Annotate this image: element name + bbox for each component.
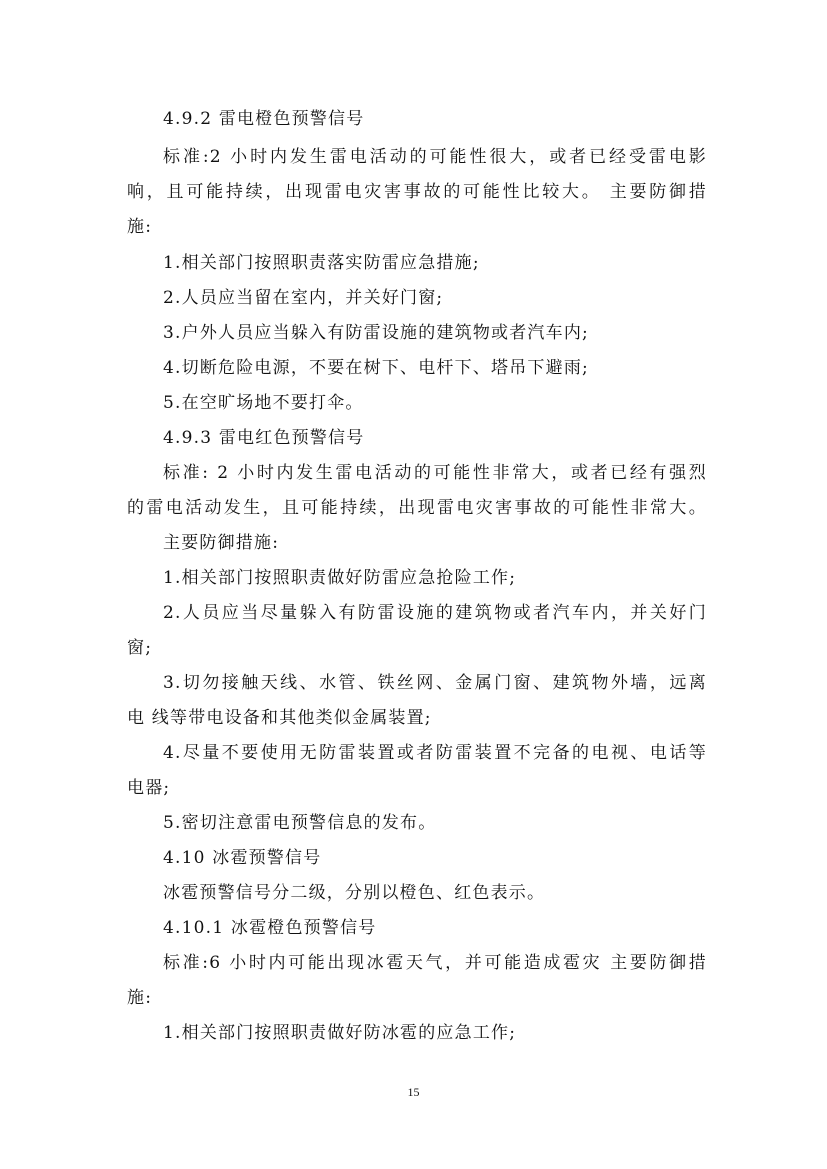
list-item: 5.密切注意雷电预警信息的发布。 bbox=[163, 813, 437, 833]
list-item-continuation: 电 线等带电设备和其他类似金属装置; bbox=[127, 708, 432, 728]
subheading: 主要防御措施: bbox=[163, 533, 280, 553]
list-item: 4.切断危险电源，不要在树下、电杆下、塔吊下避雨; bbox=[163, 358, 589, 378]
paragraph-line: 施: bbox=[127, 988, 153, 1008]
paragraph-line: 标准:2 小时内发生雷电活动的可能性很大，或者已经受雷电影 bbox=[163, 147, 707, 167]
paragraph-line: 标准:6 小时内可能出现冰雹天气，并可能造成雹灾 主要防御措 bbox=[163, 953, 707, 973]
list-item-continuation: 电器; bbox=[127, 778, 171, 798]
paragraph-line: 的雷电活动发生，且可能持续，出现雷电灾害事故的可能性非常大。 bbox=[127, 498, 707, 518]
section-heading-4-10-1: 4.10.1 冰雹橙色预警信号 bbox=[163, 918, 377, 938]
paragraph-line: 响，且可能持续，出现雷电灾害事故的可能性比较大。 主要防御措 bbox=[127, 182, 707, 202]
list-item-continuation: 窗; bbox=[127, 638, 153, 658]
paragraph-line: 标准: 2 小时内发生雷电活动的可能性非常大，或者已经有强烈 bbox=[163, 463, 707, 483]
page-number: 15 bbox=[407, 1085, 420, 1099]
list-item: 1.相关部门按照职责做好防冰雹的应急工作; bbox=[163, 1023, 517, 1043]
list-item: 1.相关部门按照职责落实防雷应急措施; bbox=[163, 253, 480, 273]
section-heading-4-9-2: 4.9.2 雷电橙色预警信号 bbox=[163, 109, 365, 129]
list-item: 4.尽量不要使用无防雷装置或者防雷装置不完备的电视、电话等 bbox=[163, 743, 707, 763]
list-item: 5.在空旷场地不要打伞。 bbox=[163, 393, 364, 413]
list-item: 2.人员应当尽量躲入有防雷设施的建筑物或者汽车内，并关好门 bbox=[163, 603, 707, 623]
paragraph-line: 冰雹预警信号分二级，分别以橙色、红色表示。 bbox=[163, 883, 546, 903]
list-item: 3.切勿接触天线、水管、铁丝网、金属门窗、建筑物外墙，远离 bbox=[163, 673, 707, 693]
list-item: 2.人员应当留在室内，并关好门窗; bbox=[163, 288, 444, 308]
section-heading-4-10: 4.10 冰雹预警信号 bbox=[163, 848, 322, 868]
list-item: 1.相关部门按照职责做好防雷应急抢险工作; bbox=[163, 568, 517, 588]
paragraph-line: 施: bbox=[127, 217, 153, 237]
section-heading-4-9-3: 4.9.3 雷电红色预警信号 bbox=[163, 428, 365, 448]
list-item: 3.户外人员应当躲入有防雷设施的建筑物或者汽车内; bbox=[163, 323, 589, 343]
